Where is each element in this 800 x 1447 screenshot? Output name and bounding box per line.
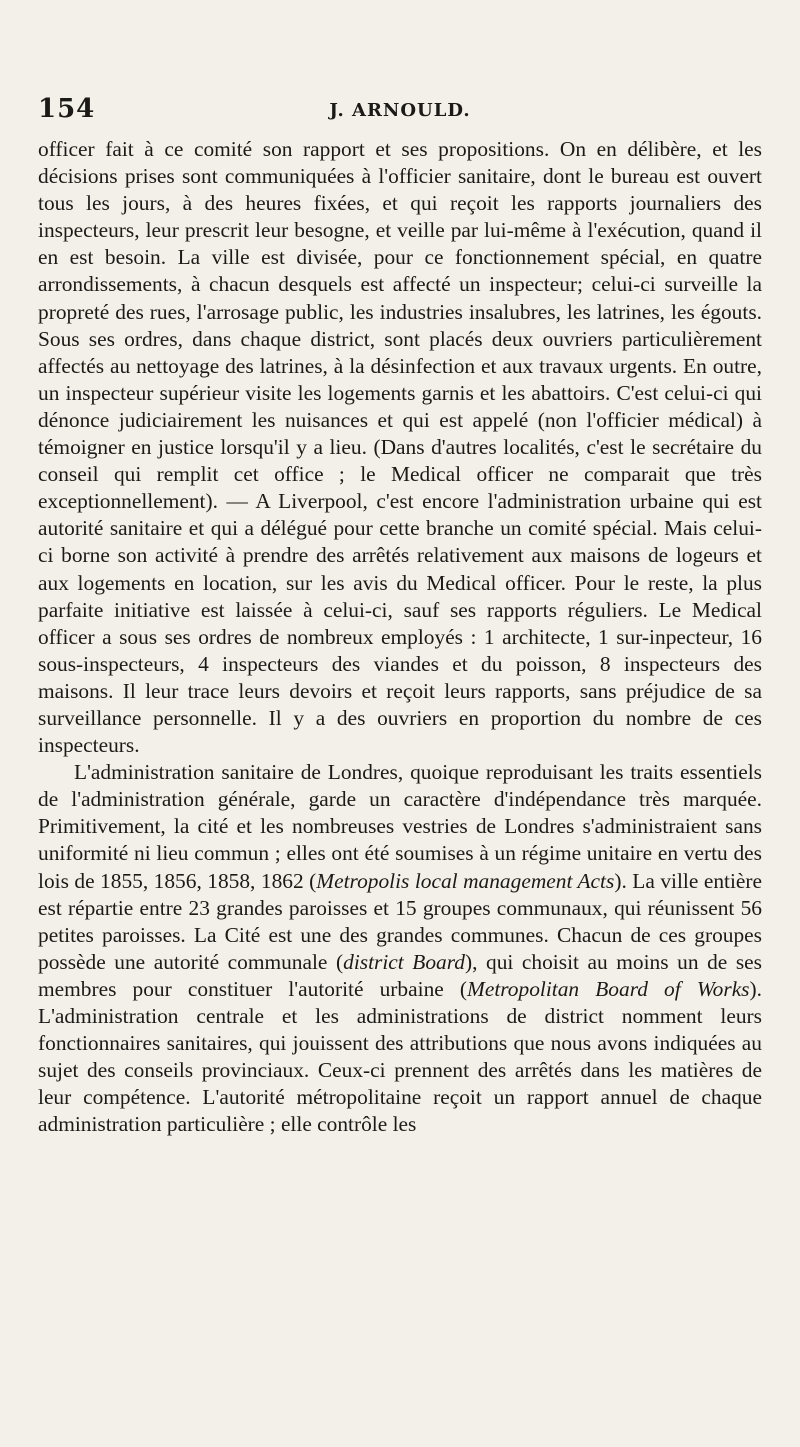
italic-run: Metropolitan Board of Works	[467, 976, 750, 1001]
paragraph-1	[38, 136, 762, 759]
page-number: 154	[38, 94, 96, 124]
italic-run: district Board	[343, 949, 465, 974]
italic-run: Metropolis local management Acts	[316, 868, 615, 893]
running-head: J. ARNOULD.	[329, 100, 471, 121]
body-text	[38, 136, 762, 1138]
text-run: officer fait à ce comité son rapport et ses propositions. On en délibère, et les décisions prises sont communiquées à l'officier sanitaire, dont le bureau est ouvert tous les jours, à des heures fixées, et qui reçoit les rapports journaliers des inspecteurs, leur prescrit leur besogne, et veille par lui-même à l'exécution, quand il en est besoin. La ville est divisée, pour ce fonctionnement spécial, en quatre arrondissements, à chacun desquels est affecté un inspecteur; celui-ci surveille la propreté des rues, l'arrosage public, les industries insalubres, les latrines, les égouts. Sous ses ordres, dans chaque district, sont placés deux ouvriers particulièrement affectés au nettoyage des latrines, à la désinfection et aux travaux urgents. En outre, un inspecteur supérieur visite les logements garnis et les abattoirs. C'est celui-ci qui dénonce judiciairement les nuisances et qui est appelé (non l'officier médical) à témoigner en justice lorsqu'il y a lieu. (Dans d'autres localités, c'est le secrétaire du conseil qui remplit cet office ; le Medical officer ne comparait que très exceptionnellement). — A Liverpool, c'est encore l'administration urbaine qui est autorité sanitaire et qui a délégué pour cette branche un comité spécial. Mais celui-ci borne son activité à prendre des arrêtés relativement aux maisons de logeurs et aux logements en location, sur les avis du Medical officer. Pour le reste, la plus parfaite initiative est laissée à celui-ci, sauf ses rapports réguliers. Le Medical officer a sous ses ordres de nombreux employés : 1 architecte, 1 sur-inpecteur, 16 sous-inspecteurs, 4 inspecteurs des viandes et du poisson, 8 inspecteurs des maisons. Il leur trace leurs devoirs et reçoit leurs rapports, sans préjudice de sa surveillance personnelle. Il y a des ouvriers en proportion du nombre de ces inspecteurs.	[38, 137, 762, 758]
paragraph-2	[38, 759, 762, 1138]
text-run: ), qui choisit au moins un de ses membres pour constituer l'autorité urbaine (	[38, 949, 762, 1001]
text-run: ). L'administration centrale et les administrations de district nomment leurs fonctionnaires sanitaires, qui jouissent des attributions que nous avons indiquées au sujet des conseils provinciaux. Ceux-ci prennent des arrêtés dans les matières de leur compétence. L'autorité métropolitaine reçoit un rapport annuel de chaque administration particulière ; elle contrôle les	[38, 976, 762, 1137]
text-run: ). La ville entière est répartie entre 23 grandes paroisses et 15 groupes communaux, qui réunissent 56 petites paroisses. La Cité est une des grandes communes. Chacun de ces groupes possède une autorité communale (	[38, 868, 763, 974]
page-header	[38, 92, 762, 126]
text-run: L'administration sanitaire de Londres, quoique reproduisant les traits essentiels de l'administration générale, garde un caractère d'indépendance très marquée. Primitivement, la cité et les nombreuses vestries de Londres s'administraient sans uniformité ni lieu commun ; elles ont été soumises à un régime unitaire en vertu des lois de 1855, 1856, 1858, 1862 (	[38, 760, 762, 893]
